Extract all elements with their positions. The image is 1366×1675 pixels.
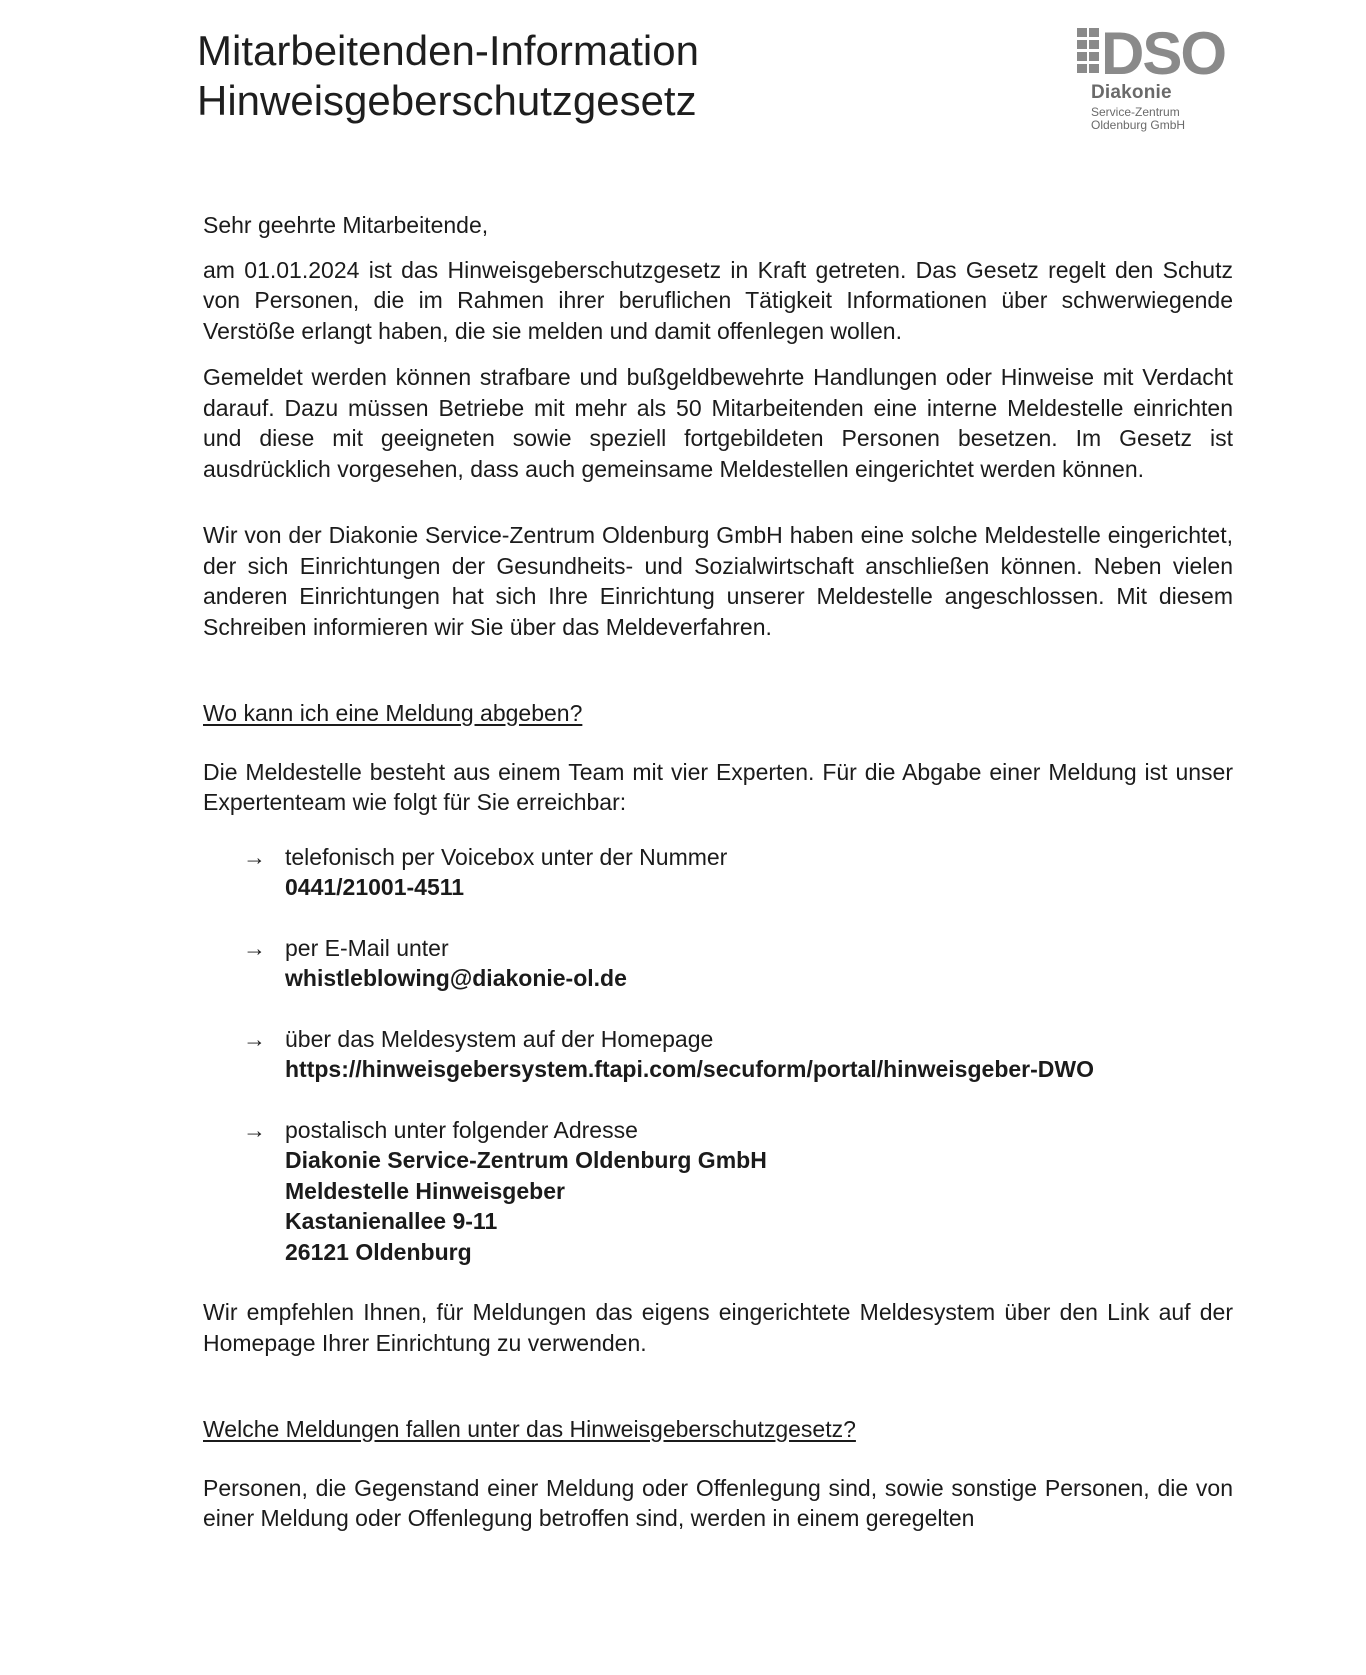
phone-number: 0441/21001-4511 — [285, 874, 465, 900]
contact-list — [243, 842, 1233, 1268]
arrow-icon: → — [243, 934, 266, 961]
paragraph-diakonie: Wir von der Diakonie Service-Zentrum Oldenburg GmbH haben eine solche Meldestelle eingerichtet, der sich Einrichtungen der Gesundheits- und Sozialwirtschaft anschließen können. Neben vielen anderen Einrichtungen hat sich Ihre Einrichtung unserer Meldestelle angeschlossen. Mit diesem Schreiben informieren wir Sie über das Meldeverfahren. — [203, 522, 1233, 640]
logo-word: Diakonie — [1091, 82, 1172, 103]
arrow-icon: → — [243, 1116, 266, 1143]
paragraph-reporting: Gemeldet werden können strafbare und bußgeldbewehrte Handlungen oder Hinweise mit Verdacht darauf. Dazu müssen Betriebe mit mehr als 50 Mitarbeitenden eine interne Meldestelle einrichten und diese mit geeigneten sowie speziell fortgebildeten Personen besetzen. Im Gesetz ist ausdrücklich vorgesehen, dass auch gemeinsame Meldestellen eingerichtet werden können. — [203, 364, 1233, 482]
svg-text:DSO: DSO — [1101, 22, 1226, 84]
contact-postal — [243, 1115, 1233, 1268]
logo-sub-line-1: Service-Zentrum — [1091, 105, 1180, 119]
contact-label: postalisch unter folgender Adresse — [285, 1116, 638, 1143]
section-heading-which: Welche Meldungen fallen unter das Hinweisgeberschutzgesetz? — [203, 1416, 856, 1442]
address-line-2: Meldestelle Hinweisgeber — [285, 1177, 565, 1204]
contact-homepage — [243, 1024, 1233, 1085]
letter-body — [203, 210, 1233, 1534]
contact-label: per E-Mail unter — [285, 934, 449, 961]
contact-email — [243, 933, 1233, 994]
logo-subtitle — [1091, 106, 1185, 132]
portal-url: https://hinweisgebersystem.ftapi.com/secuform/portal/hinweisgeber-DWO — [285, 1056, 1094, 1082]
arrow-icon: → — [243, 1025, 266, 1052]
address-line-1: Diakonie Service-Zentrum Oldenburg GmbH — [285, 1147, 767, 1173]
section-intro: Die Meldestelle besteht aus einem Team mit vier Experten. Für die Abgabe einer Meldung ist unser Expertenteam wie folgt für Sie erreichbar: — [203, 758, 1233, 815]
address-line-4: 26121 Oldenburg — [285, 1238, 472, 1265]
recommendation: Wir empfehlen Ihnen, für Meldungen das eigens eingerichtete Meldesystem über den Link auf der Homepage Ihrer Einrichtung zu verwenden. — [203, 1299, 1233, 1356]
contact-label: telefonisch per Voicebox unter der Nummer — [285, 843, 728, 870]
title-line-2: Hinweisgeberschutzgesetz — [197, 77, 697, 124]
section2-text: Personen, die Gegenstand einer Meldung oder Offenlegung sind, sowie sonstige Personen, die von einer Meldung oder Offenlegung betroffen sind, werden in einem geregelten — [203, 1474, 1233, 1531]
arrow-icon: → — [243, 843, 266, 870]
title-line-1: Mitarbeitenden-Information — [197, 27, 699, 74]
contact-phone — [243, 842, 1233, 903]
address-line-3: Kastanienallee 9-11 — [285, 1208, 498, 1234]
logo-sub-line-2: Oldenburg GmbH — [1091, 118, 1186, 132]
dso-logo-mark — [1075, 22, 1255, 84]
document-title — [197, 26, 699, 126]
contact-label: über das Meldesystem auf der Homepage — [285, 1025, 714, 1052]
paragraph-intro: am 01.01.2024 ist das Hinweisgeberschutzgesetz in Kraft getreten. Das Gesetz regelt den Schutz von Personen, die im Rahmen ihrer beruflichen Tätigkeit Informationen über schwerwiegende Verstöße erlangt haben, die sie melden und damit offenlegen wollen. — [203, 256, 1233, 344]
dso-logo — [1075, 22, 1255, 142]
greeting: Sehr geehrte Mitarbeitende, — [203, 212, 489, 238]
email-address: whistleblowing@diakonie-ol.de — [285, 965, 627, 991]
section-heading-where: Wo kann ich eine Meldung abgeben? — [203, 700, 583, 726]
